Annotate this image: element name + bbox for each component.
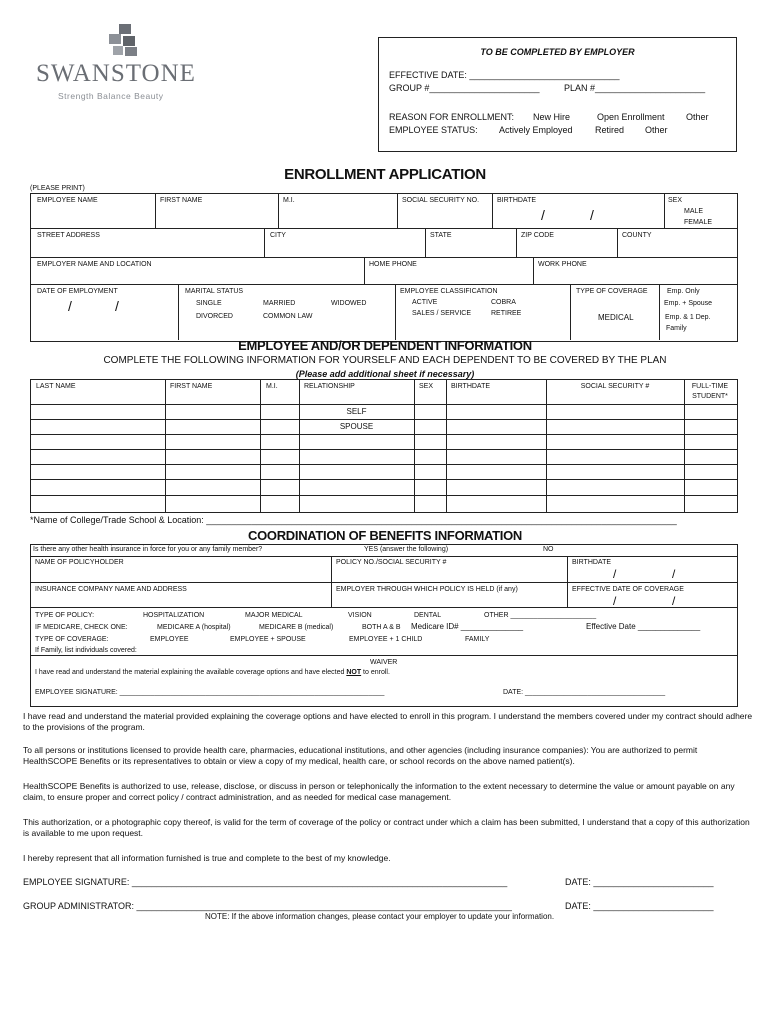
cob-type-of-coverage-label: TYPE OF COVERAGE: <box>35 636 109 643</box>
col-sex: SEX <box>419 383 434 390</box>
type-of-coverage-label: TYPE OF COVERAGE <box>576 288 648 295</box>
policy-hospitalization[interactable]: HOSPITALIZATION <box>143 612 205 619</box>
employer-name-field[interactable]: EMPLOYER NAME AND LOCATION <box>37 261 152 268</box>
group-administrator-date[interactable]: DATE: ________________________ <box>565 901 714 911</box>
employee-name-field[interactable]: EMPLOYEE NAME <box>37 197 98 204</box>
reason-label: REASON FOR ENROLLMENT: <box>389 112 515 122</box>
policy-number-field[interactable]: POLICY NO./SOCIAL SECURITY # <box>336 559 447 566</box>
cob-question: Is there any other health insurance in force for you or any family member? <box>33 546 263 553</box>
employment-slash-2: / <box>115 298 119 314</box>
swanstone-logo-icon <box>105 22 145 58</box>
city-field[interactable]: CITY <box>270 232 286 239</box>
mi-field[interactable]: M.I. <box>283 197 295 204</box>
marital-married[interactable]: MARRIED <box>263 300 296 307</box>
marital-divorced[interactable]: DIVORCED <box>196 313 233 320</box>
waiver-heading: WAIVER <box>370 659 398 666</box>
form-title: ENROLLMENT APPLICATION <box>284 166 486 183</box>
policy-other[interactable]: OTHER ______________________ <box>484 612 597 619</box>
authorization-paragraph-1: I have read and understand the material provided explaining the coverage options and have elected to enroll in this program. I understand the members covered under my contract should adhere to the provisions of the program. <box>23 711 753 732</box>
effective-date-field[interactable]: EFFECTIVE DATE: ______________________________ <box>389 70 620 80</box>
group-administrator-field[interactable]: GROUP ADMINISTRATOR: ___________________________________________________________________________ <box>23 901 512 911</box>
sex-label: SEX <box>668 197 683 204</box>
cob-yes-option[interactable]: YES (answer the following) <box>364 546 449 553</box>
dependent-section-note: (Please add additional sheet if necessary) <box>295 369 475 379</box>
col-mi: M.I. <box>266 383 278 390</box>
group-number-field[interactable]: GROUP #______________________ <box>389 83 540 93</box>
cob-birthdate-field[interactable]: BIRTHDATE <box>572 559 612 566</box>
medicare-id-field[interactable]: Medicare ID# ______________ <box>411 622 524 631</box>
classification-retiree[interactable]: RETIREE <box>491 310 522 317</box>
ssn-field[interactable]: SOCIAL SECURITY NO. <box>402 197 480 204</box>
state-field[interactable]: STATE <box>430 232 452 239</box>
cob-coverage-employee-child[interactable]: EMPLOYEE + 1 CHILD <box>349 636 423 643</box>
please-print-note: (PLEASE PRINT) <box>30 185 85 192</box>
marital-status-label: MARITAL STATUS <box>185 288 244 295</box>
cob-coverage-employee-spouse[interactable]: EMPLOYEE + SPOUSE <box>230 636 306 643</box>
marital-common-law[interactable]: COMMON LAW <box>263 313 313 320</box>
waiver-text-pre: I have read and understand the material explaining the available coverage options and have elected <box>35 669 347 676</box>
authorization-paragraph-5: I hereby represent that all information furnished is true and complete to the best of my knowledge. <box>23 853 391 863</box>
dependent-section-title: EMPLOYEE AND/OR DEPENDENT INFORMATION <box>238 338 532 353</box>
coverage-emp-spouse[interactable]: Emp. + Spouse <box>664 300 713 307</box>
medicare-a-option[interactable]: MEDICARE A (hospital) <box>157 624 231 631</box>
employer-box-heading: TO BE COMPLETED BY EMPLOYER <box>480 47 635 57</box>
plan-number-field[interactable]: PLAN #______________________ <box>564 83 706 93</box>
status-retired[interactable]: Retired <box>595 125 625 135</box>
relationship-self: SELF <box>346 407 367 416</box>
authorization-paragraph-4: This authorization, or a photographic copy thereof, is valid for the term of coverage of the policy or contract under which a claim has been submitted, I understand that a copy of this authorization is available to me upon request. <box>23 817 750 838</box>
col-full-time-student: FULL-TIME STUDENT* <box>691 383 729 400</box>
marital-single[interactable]: SINGLE <box>196 300 222 307</box>
waiver-date-field[interactable]: DATE: ____________________________________ <box>503 689 666 696</box>
county-field[interactable]: COUNTY <box>622 232 652 239</box>
authorization-paragraph-2: To all persons or institutions licensed to provide health care, pharmacies, educational institutions, and other agencies (including insurance companies): You are authorized to permit HealthSCOPE Benefits or its representatives to obtain or view a copy of my medical, health care, or school records on the above named patient(s). <box>23 745 698 766</box>
zip-code-field[interactable]: ZIP CODE <box>521 232 554 239</box>
policy-vision[interactable]: VISION <box>348 612 372 619</box>
cob-no-option[interactable]: NO <box>543 546 554 553</box>
cob-birthdate-slash-2: / <box>672 567 676 581</box>
employee-signature-date[interactable]: DATE: ________________________ <box>565 877 714 887</box>
waiver-text-post: to enroll. <box>361 669 390 676</box>
col-last-name: LAST NAME <box>36 383 76 390</box>
col-relationship: RELATIONSHIP <box>304 383 355 390</box>
medicare-b-option[interactable]: MEDICARE B (medical) <box>259 624 334 631</box>
work-phone-field[interactable]: WORK PHONE <box>538 261 587 268</box>
reason-open-enrollment[interactable]: Open Enrollment <box>597 112 665 122</box>
if-medicare-label: IF MEDICARE, CHECK ONE: <box>35 624 128 631</box>
marital-widowed[interactable]: WIDOWED <box>331 300 367 307</box>
cob-coverage-employee[interactable]: EMPLOYEE <box>150 636 189 643</box>
col-social-security: SOCIAL SECURITY # <box>580 383 650 390</box>
col-first-name: FIRST NAME <box>170 383 213 390</box>
waiver-signature-field[interactable]: EMPLOYEE SIGNATURE: ____________________________________________________________________ <box>35 689 385 696</box>
status-other[interactable]: Other <box>645 125 668 135</box>
type-of-policy-label: TYPE OF POLICY: <box>35 612 95 619</box>
medicare-both-option[interactable]: BOTH A & B <box>362 624 401 631</box>
birthdate-slash-1: / <box>541 207 545 223</box>
cob-effective-slash-2: / <box>672 594 676 608</box>
coverage-medical[interactable]: MEDICAL <box>598 313 634 322</box>
coverage-emp-dep[interactable]: Emp. & 1 Dep. <box>665 314 711 321</box>
status-actively-employed[interactable]: Actively Employed <box>499 125 573 135</box>
dependent-table <box>30 379 738 513</box>
birthdate-field[interactable]: BIRTHDATE <box>497 197 537 204</box>
medicare-effective-date-field[interactable]: Effective Date ______________ <box>586 622 701 631</box>
date-of-employment-field[interactable]: DATE OF EMPLOYMENT <box>37 288 118 295</box>
effective-date-coverage-field[interactable]: EFFECTIVE DATE OF COVERAGE <box>572 586 684 593</box>
status-label: EMPLOYEE STATUS: <box>389 125 478 135</box>
coverage-emp-only[interactable]: Emp. Only <box>667 288 700 295</box>
sex-female-option[interactable]: FEMALE <box>684 219 713 226</box>
brand-tagline: Strength Balance Beauty <box>58 91 164 101</box>
relationship-spouse: SPOUSE <box>339 422 374 431</box>
street-address-field[interactable]: STREET ADDRESS <box>37 232 100 239</box>
employer-through-field[interactable]: EMPLOYER THROUGH WHICH POLICY IS HELD (if any) <box>336 586 518 593</box>
employer-box <box>378 37 737 152</box>
col-birthdate: BIRTHDATE <box>451 383 491 390</box>
first-name-field[interactable]: FIRST NAME <box>160 197 203 204</box>
change-note: NOTE: If the above information changes, please contact your employer to update your information. <box>205 912 555 921</box>
employment-slash-1: / <box>68 298 72 314</box>
dependent-section-subtitle: COMPLETE THE FOLLOWING INFORMATION FOR YOURSELF AND EACH DEPENDENT TO BE COVERED BY THE PLAN <box>103 355 667 366</box>
coverage-family[interactable]: Family <box>666 325 687 332</box>
home-phone-field[interactable]: HOME PHONE <box>369 261 417 268</box>
authorization-paragraph-3: HealthSCOPE Benefits is authorized to use, release, disclose, or discuss in person or telephonically the information to the extent necessary to determine the value or amount payable on any claim, to ensure proper and correct policy / contract administration, and as needed for medical case management. <box>23 781 735 802</box>
reason-new-hire[interactable]: New Hire <box>533 112 571 122</box>
cob-coverage-family[interactable]: FAMILY <box>465 636 490 643</box>
cob-birthdate-slash-1: / <box>613 567 617 581</box>
brand-name: SWANSTONE <box>36 60 196 87</box>
cob-effective-slash-1: / <box>613 594 617 608</box>
policyholder-field[interactable]: NAME OF POLICYHOLDER <box>35 559 124 566</box>
classification-active[interactable]: ACTIVE <box>412 299 438 306</box>
classification-label: EMPLOYEE CLASSIFICATION <box>400 288 498 295</box>
waiver-text <box>35 669 390 676</box>
college-note-field[interactable]: *Name of College/Trade School & Location: ______________________________________________________________________________________________ <box>30 515 677 525</box>
classification-sales-service[interactable]: SALES / SERVICE <box>412 310 472 317</box>
cob-section-title: COORDINATION OF BENEFITS INFORMATION <box>248 528 522 543</box>
birthdate-slash-2: / <box>590 207 594 223</box>
reason-other[interactable]: Other <box>686 112 709 122</box>
policy-dental[interactable]: DENTAL <box>414 612 442 619</box>
if-family-field[interactable]: If Family, list individuals covered: <box>35 647 137 654</box>
insurance-company-field[interactable]: INSURANCE COMPANY NAME AND ADDRESS <box>35 586 187 593</box>
sex-male-option[interactable]: MALE <box>684 208 704 215</box>
employee-signature-field[interactable]: EMPLOYEE SIGNATURE: ___________________________________________________________________________ <box>23 877 508 887</box>
classification-cobra[interactable]: COBRA <box>491 299 516 306</box>
policy-major-medical[interactable]: MAJOR MEDICAL <box>245 612 303 619</box>
company-logo <box>30 22 220 112</box>
waiver-not: NOT <box>346 669 362 676</box>
